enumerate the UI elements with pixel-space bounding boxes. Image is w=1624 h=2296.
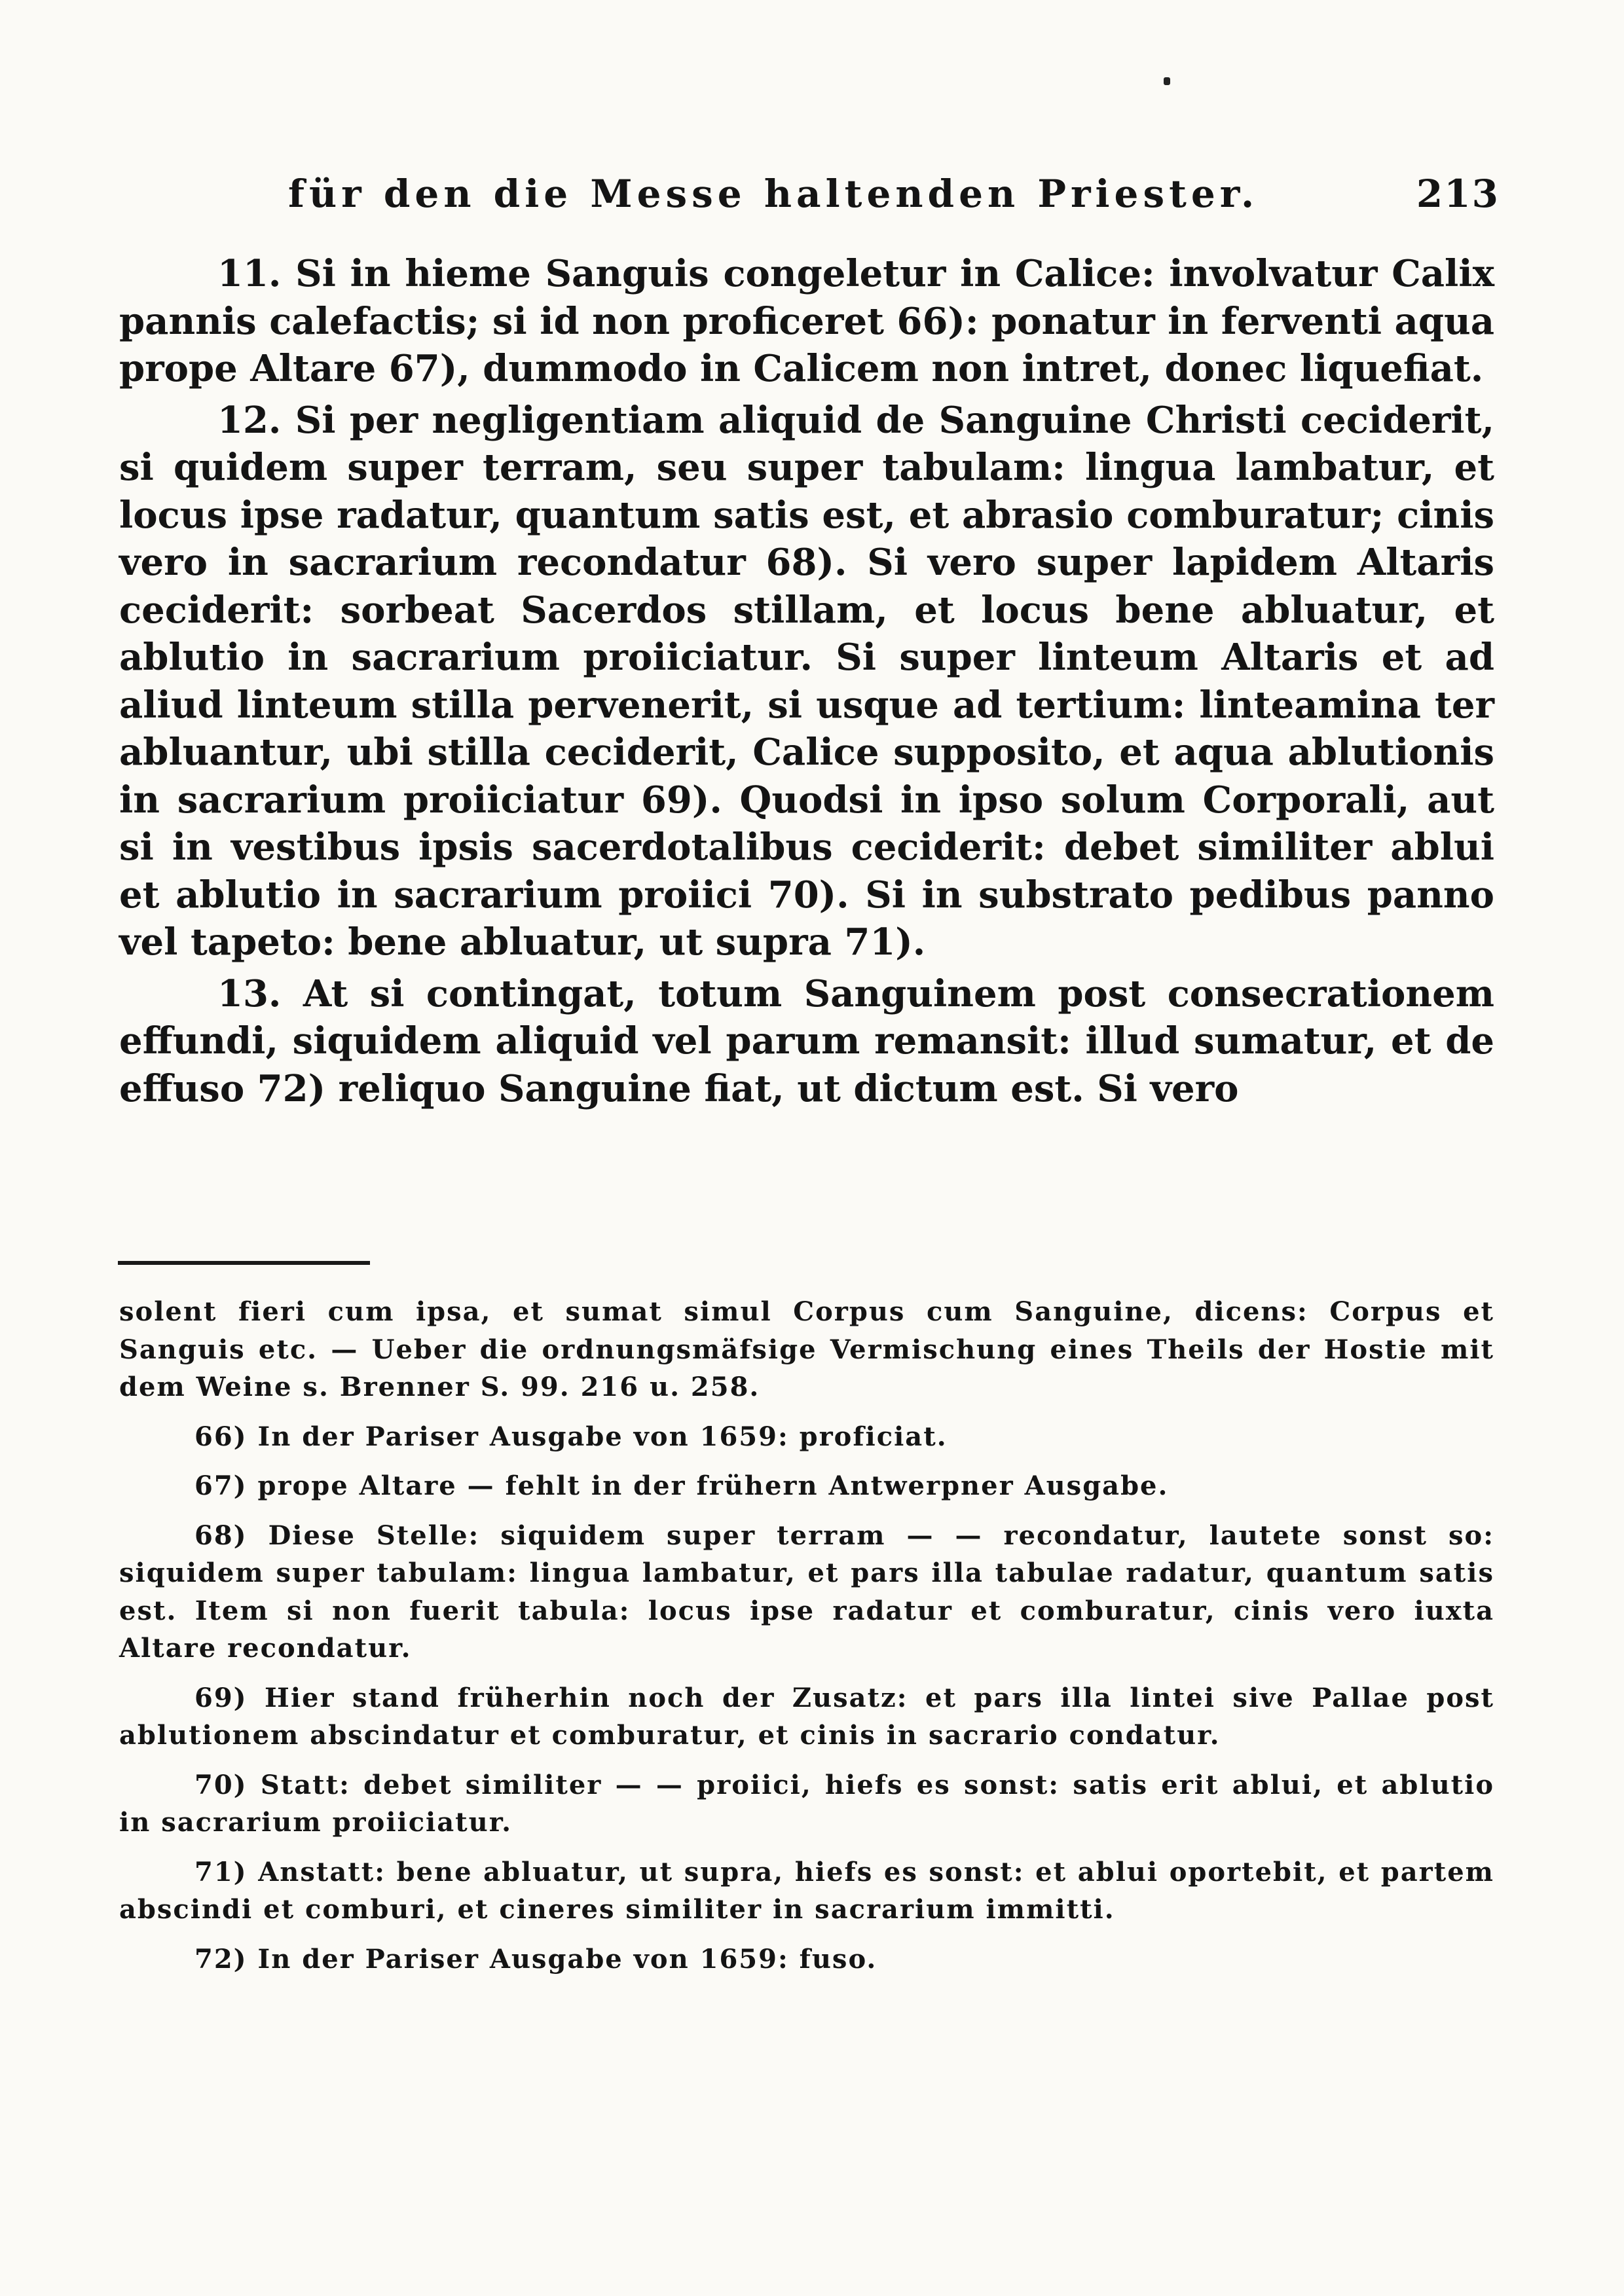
page-number: 213: [1416, 172, 1500, 216]
ink-speck: [1164, 77, 1170, 85]
footnote-71: 71) Anstatt: bene abluatur, ut supra, hiefs es sonst: et ablui oportebit, et partem abscindi et comburi, et cineres similiter in sacrarium immitti.: [119, 1856, 1494, 1925]
paragraph-11: 11. Si in hieme Sanguis congeletur in Calice: involvatur Calix pannis calefactis; si id non proficeret 66): ponatur in ferventi aqua prope Altare 67), dummodo in Calicem non intret, donec liquefiat.: [119, 252, 1494, 390]
footnote-72: 72) In der Pariser Ausgabe von 1659: fuso.: [194, 1943, 877, 1975]
footnotes: [119, 1293, 1494, 1990]
paragraph-13: 13. At si contingat, totum Sanguinem post consecrationem effundi, siquidem aliquid vel parum remansit: illud sumatur, et de effuso 72) reliquo Sanguine fiat, ut dictum est. Si vero: [119, 972, 1494, 1110]
footnote-rule: [118, 1261, 370, 1265]
footnote-69: 69) Hier stand früherhin noch der Zusatz: et pars illa lintei sive Pallae post ablutionem abscindatur et comburatur, et cinis in sacrario condatur.: [119, 1682, 1494, 1751]
footnote-66: 66) In der Pariser Ausgabe von 1659: proficiat.: [194, 1421, 948, 1452]
running-head: [196, 172, 1500, 224]
running-head-title: für den die Messe haltenden Priester.: [288, 172, 1259, 216]
footnote-68: 68) Diese Stelle: siquidem super terram — — recondatur, lautete sonst so: siquidem super tabulam: lingua lambatur, et pars illa tabulae radatur, quantum satis est. Item si non fuerit tabula: locus ipse radatur et comburatur, cinis vero iuxta Altare recondatur.: [119, 1520, 1494, 1664]
footnote-67: 67) prope Altare — fehlt in der frühern Antwerpner Ausgabe.: [194, 1470, 1169, 1501]
paragraph-12: 12. Si per negligentiam aliquid de Sanguine Christi ceciderit, si quidem super terram, seu super tabulam: lingua lambatur, et locus ipse radatur, quantum satis est, et abrasio comburatur; cinis vero in sacrarium recondatur 68). Si vero super lapidem Altaris ceciderit: sorbeat Sacerdos stillam, et locus bene abluatur, et ablutio in sacrarium proiiciatur. Si super linteum Altaris et ad aliud linteum stilla pervenerit, si usque ad tertium: linteamina ter abluantur, ubi stilla ceciderit, Calice supposito, et aqua ablutionis in sacrarium proiiciatur 69). Quodsi in ipso solum Corporali, aut si in vestibus ipsis sacerdotalibus ceciderit: debet similiter ablui et ablutio in sacrarium proiici 70). Si in substrato pedibus panno vel tapeto: bene abluatur, ut supra 71).: [119, 398, 1494, 964]
main-text: [119, 250, 1494, 1116]
footnote-70: 70) Statt: debet similiter — — proiici, hiefs es sonst: satis erit ablui, et ablutio in sacrarium proiiciatur.: [119, 1769, 1494, 1838]
footnote-continuation: solent fieri cum ipsa, et sumat simul Corpus cum Sanguine, dicens: Corpus et Sanguis etc. — Ueber die ordnungsmäfsige Vermischung eines Theils der Hostie mit dem Weine s. Brenner S. 99. 216 u. 258.: [119, 1296, 1494, 1402]
